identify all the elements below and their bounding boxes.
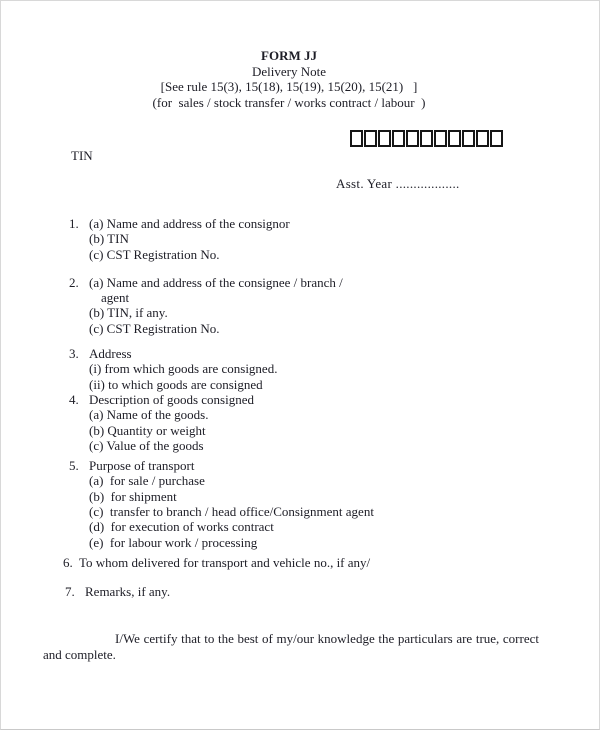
item-subline: (ii) to which goods are consigned bbox=[89, 376, 263, 392]
tin-cell bbox=[476, 130, 489, 147]
item-number: 4. bbox=[69, 391, 79, 407]
item-subline: agent bbox=[101, 290, 130, 306]
item-number: 5. bbox=[69, 458, 79, 474]
item-subline: (e) for labour work / processing bbox=[89, 534, 258, 550]
form-item bbox=[63, 216, 555, 262]
asst-year-field: Asst. Year .................. bbox=[336, 176, 460, 191]
item-first-line: Remarks, if any. bbox=[85, 584, 171, 600]
item-subline: (c) CST Registration No. bbox=[89, 320, 220, 336]
item-number: 7. bbox=[65, 584, 75, 600]
tin-cell bbox=[406, 130, 419, 147]
tin-boxes bbox=[350, 130, 503, 147]
tin-label: TIN bbox=[71, 148, 93, 163]
form-rule-line: [See rule 15(3), 15(18), 15(19), 15(20), 15(21) ] bbox=[160, 79, 418, 94]
form-item bbox=[63, 275, 555, 336]
item-subline: (b) for shipment bbox=[89, 488, 177, 504]
form-item bbox=[63, 555, 555, 570]
form-item bbox=[63, 458, 555, 550]
item-number: 1. bbox=[69, 216, 79, 231]
item-subline: (c) Value of the goods bbox=[89, 437, 204, 453]
tin-cell bbox=[490, 130, 503, 147]
item-first-line: To whom delivered for transport and vehicle no., if any/ bbox=[79, 554, 371, 570]
tin-cell bbox=[434, 130, 447, 147]
form-title: FORM JJ bbox=[261, 48, 317, 63]
item-number: 2. bbox=[69, 274, 79, 290]
item-first-line: Purpose of transport bbox=[89, 458, 195, 474]
tin-cell bbox=[378, 130, 391, 147]
tin-cell bbox=[350, 130, 363, 147]
item-number: 6. bbox=[63, 554, 73, 570]
item-number: 3. bbox=[69, 346, 79, 362]
item-subline: (b) Quantity or weight bbox=[89, 422, 206, 438]
form-purpose-line: (for sales / stock transfer / works contract / labour ) bbox=[152, 94, 426, 110]
tin-cell bbox=[364, 130, 377, 147]
items-list bbox=[63, 216, 555, 600]
item-first-line: (a) Name and address of the consignee / branch / bbox=[89, 274, 343, 290]
form-item bbox=[63, 346, 555, 392]
form-item bbox=[63, 584, 555, 599]
item-subline: (d) for execution of works contract bbox=[89, 519, 274, 535]
item-subline: (b) TIN bbox=[89, 231, 129, 247]
item-subline: (c) CST Registration No. bbox=[89, 246, 220, 262]
item-subline: (b) TIN, if any. bbox=[89, 305, 168, 321]
item-first-line: Address bbox=[89, 346, 132, 362]
item-subline: (c) transfer to branch / head office/Consignment agent bbox=[89, 504, 374, 520]
form-header bbox=[1, 48, 577, 110]
tin-cell bbox=[462, 130, 475, 147]
form-item bbox=[63, 392, 555, 453]
item-subline: (a) Name of the goods. bbox=[89, 407, 209, 423]
tin-cell bbox=[392, 130, 405, 147]
form-subtitle: Delivery Note bbox=[251, 63, 326, 79]
item-subline: (i) from which goods are consigned. bbox=[89, 361, 278, 377]
item-first-line: Description of goods consigned bbox=[89, 391, 255, 407]
item-subline: (a) for sale / purchase bbox=[89, 473, 205, 489]
certification-text: I/We certify that to the best of my/our knowledge the particulars are true, correct and complete. bbox=[43, 631, 539, 662]
item-first-line: (a) Name and address of the consignor bbox=[89, 216, 290, 231]
tin-cell bbox=[448, 130, 461, 147]
tin-cell bbox=[420, 130, 433, 147]
